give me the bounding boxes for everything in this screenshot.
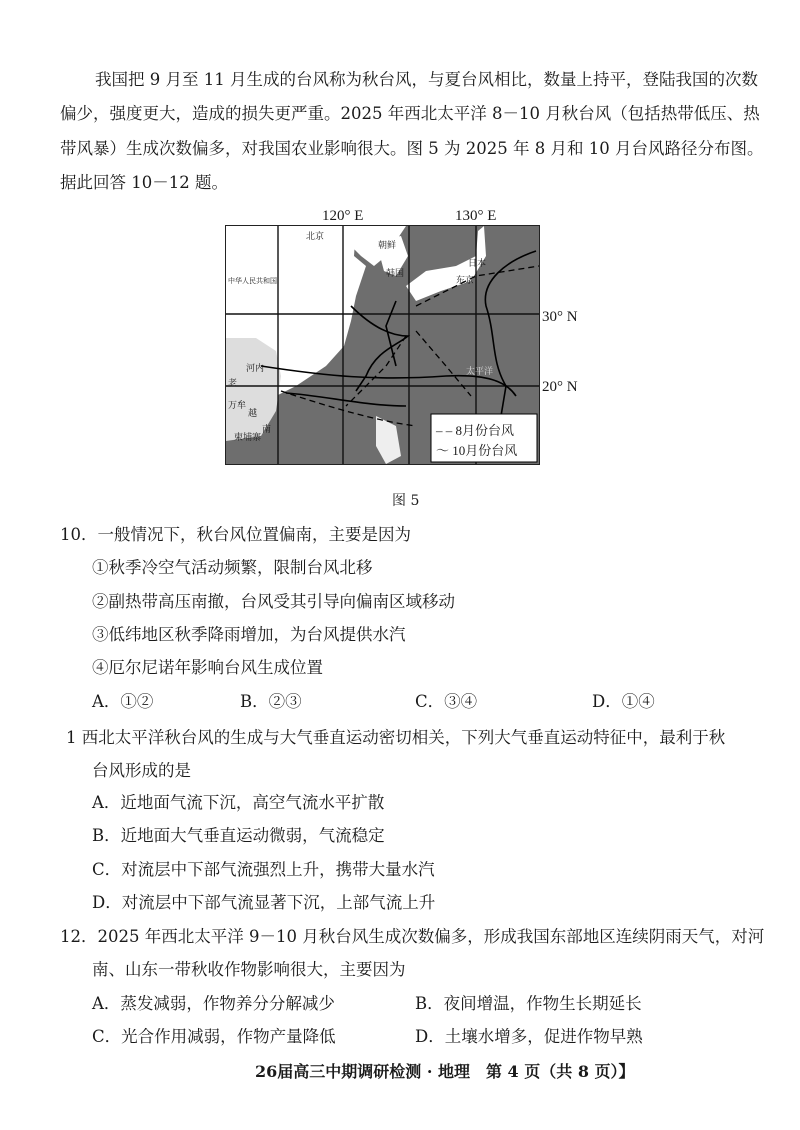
statement: ①秋季冷空气活动频繁，限制台风北移 <box>92 558 373 577</box>
statement: ④厄尔尼诺年影响台风生成位置 <box>92 658 323 677</box>
option-a[interactable]: A．蒸发减弱，作物养分分解减少 <box>92 994 335 1013</box>
wave-line-icon: 〜 <box>436 443 453 458</box>
dashed-line-icon: ‒ ‒ <box>436 423 456 438</box>
lon-label: 120° E <box>322 208 364 224</box>
option-d[interactable]: D．对流层中下部气流显著下沉，上部气流上升 <box>92 893 436 912</box>
legend-october <box>436 440 517 459</box>
place-label: 北京 <box>306 231 325 241</box>
option-b[interactable]: B．近地面大气垂直运动微弱，气流稳定 <box>92 826 385 845</box>
place-label: 越 <box>248 408 258 418</box>
legend-label: 10月份台风 <box>452 443 518 458</box>
question-stem: 12．2025 年西北太平洋 9－10 月秋台风生成次数偏多，形成我国东部地区连续阴雨天气，对河 <box>60 927 765 946</box>
option-b[interactable]: B．夜间增温，作物生长期延长 <box>415 994 642 1013</box>
question-stem: 1 西北太平洋秋台风的生成与大气垂直运动密切相关，下列大气垂直运动特征中，最利于秋 <box>66 728 726 747</box>
page-footer: 26届高三中期调研检测 · 地理 第 4 页（共 8 页）】 <box>255 1062 635 1081</box>
typhoon-track-map <box>225 225 540 465</box>
legend-august <box>436 420 514 439</box>
place-label: 老 <box>228 378 238 388</box>
question-stem: 10．一般情况下，秋台风位置偏南，主要是因为 <box>60 525 411 544</box>
place-label: 日本 <box>468 258 487 268</box>
intro-line: 带风暴）生成次数偏多，对我国农业影响很大。图 5 为 2025 年 8 月和 10 月台风路径分布图。 <box>60 139 764 158</box>
place-label: 韩国 <box>386 268 405 278</box>
place-label: 河内 <box>246 363 265 373</box>
question-stem-cont: 南、山东一带秋收作物影响很大，主要因为 <box>92 960 406 979</box>
place-label: 中华人民共和国 <box>228 277 277 285</box>
option-c[interactable]: C．③④ <box>415 692 478 711</box>
intro-line: 偏少，强度更大，造成的损失更严重。2025 年西北太平洋 8－10 月秋台风（包括热带低压、热 <box>60 104 760 123</box>
place-label: 柬埔寨 <box>234 432 262 442</box>
option-d[interactable]: D．①④ <box>592 692 655 711</box>
figure-caption: 图 5 <box>392 493 420 509</box>
lon-label: 130° E <box>455 208 497 224</box>
intro-line: 据此回答 10－12 题。 <box>60 173 228 192</box>
lat-label: 20° N <box>542 379 578 395</box>
option-c[interactable]: C．对流层中下部气流强烈上升，携带大量水汽 <box>92 860 435 879</box>
question-stem-cont: 台风形成的是 <box>92 761 191 780</box>
place-label: 太平洋 <box>466 366 494 376</box>
legend-label: 8月份台风 <box>455 423 515 438</box>
option-d[interactable]: D．土壤水增多，促进作物早熟 <box>415 1027 643 1046</box>
place-label: 南 <box>262 424 272 434</box>
option-a[interactable]: A．近地面气流下沉，高空气流水平扩散 <box>92 793 385 812</box>
intro-line: 我国把 9 月至 11 月生成的台风称为秋台风，与夏台风相比，数量上持平，登陆我国的次数 <box>95 70 758 89</box>
place-label: 东京 <box>456 275 475 285</box>
statement: ②副热带高压南撤，台风受其引导向偏南区域移动 <box>92 592 455 611</box>
place-label: 万牟 <box>228 400 247 410</box>
option-b[interactable]: B．②③ <box>240 692 302 711</box>
statement: ③低纬地区秋季降雨增加，为台风提供水汽 <box>92 625 406 644</box>
option-a[interactable]: A．①② <box>92 692 154 711</box>
place-label: 朝鲜 <box>378 240 397 250</box>
lat-label: 30° N <box>542 309 578 325</box>
option-c[interactable]: C．光合作用减弱，作物产量降低 <box>92 1027 336 1046</box>
